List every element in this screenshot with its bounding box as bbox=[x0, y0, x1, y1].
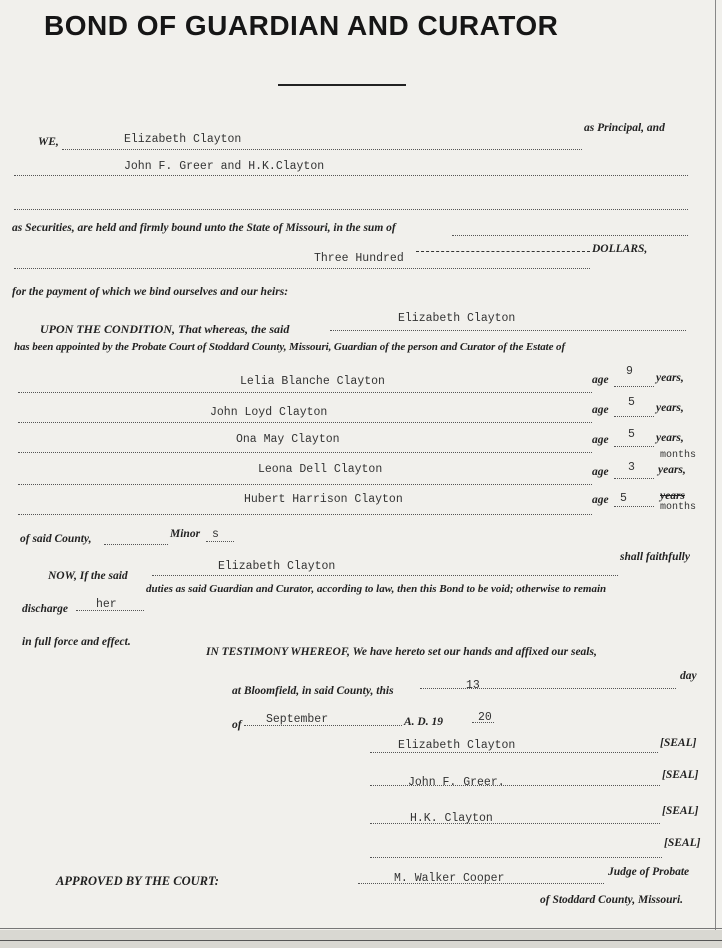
sum-amount: Three Hundred bbox=[314, 252, 404, 265]
minor-row bbox=[14, 396, 694, 426]
minor-unit: years, bbox=[656, 372, 684, 384]
minor-unit: years, bbox=[658, 464, 686, 476]
minor-age: 5 bbox=[628, 396, 635, 409]
minor-age: 9 bbox=[626, 365, 633, 378]
as-principal-label: as Principal, and bbox=[584, 122, 665, 134]
minor-name: Lelia Blanche Clayton bbox=[240, 375, 385, 388]
minor-row bbox=[14, 426, 694, 456]
page-edge bbox=[715, 0, 716, 948]
minor-name: Hubert Harrison Clayton bbox=[244, 493, 403, 506]
minor-unit: years, bbox=[656, 402, 684, 414]
minor-note: months bbox=[660, 450, 697, 461]
principal-line bbox=[62, 149, 582, 150]
securities-line bbox=[14, 175, 688, 176]
upon-condition-label: UPON THE CONDITION, That whereas, the said bbox=[40, 322, 290, 336]
scan-bottom-band bbox=[0, 930, 722, 948]
approved-label: APPROVED BY THE COURT: bbox=[56, 874, 219, 888]
title-rule bbox=[278, 84, 406, 86]
for-payment-label: for the payment of which we bind ourselves and our heirs: bbox=[12, 286, 289, 298]
day-value: 13 bbox=[466, 679, 480, 692]
signature-block bbox=[360, 733, 710, 863]
scan-edge-line bbox=[0, 928, 722, 929]
age-label: age bbox=[592, 466, 609, 478]
minor-row bbox=[14, 366, 694, 396]
dollars-label: DOLLARS, bbox=[592, 243, 648, 255]
testimony-label: IN TESTIMONY WHEREOF, We have hereto set our hands and affixed our seals, bbox=[206, 646, 597, 658]
seal-label: [SEAL] bbox=[664, 837, 701, 849]
minor-row bbox=[14, 450, 697, 488]
of-label: of bbox=[232, 719, 242, 731]
as-securities-label: as Securities, are held and firmly bound unto the State of Missouri, in the sum of bbox=[12, 222, 396, 234]
minor-name: John Loyd Clayton bbox=[210, 406, 328, 419]
age-label: age bbox=[592, 494, 609, 506]
signature-name: H.K. Clayton bbox=[410, 812, 493, 825]
minor-unit: years bbox=[660, 490, 685, 502]
seal-label: [SEAL] bbox=[660, 737, 697, 749]
now-if-label: NOW, If the said bbox=[48, 570, 128, 582]
discharge-label: discharge bbox=[22, 603, 68, 615]
minor-unit: years, bbox=[656, 432, 684, 444]
of-said-county-label: of said County, bbox=[20, 533, 92, 545]
at-bloomfield-label: at Bloomfield, in said County, this bbox=[232, 685, 394, 697]
age-label: age bbox=[592, 374, 609, 386]
of-stoddard-label: of Stoddard County, Missouri. bbox=[540, 894, 684, 906]
signature-name: John F. Greer. bbox=[408, 776, 505, 789]
blank-line bbox=[14, 209, 688, 210]
sum-dash bbox=[416, 250, 590, 252]
securities-names: John F. Greer and H.K.Clayton bbox=[124, 160, 325, 173]
day-label: day bbox=[680, 670, 697, 682]
judge-label: Judge of Probate bbox=[608, 866, 690, 878]
minor-label: Minor bbox=[170, 528, 201, 540]
document-title: BOND OF GUARDIAN AND CURATOR bbox=[44, 10, 559, 41]
minor-suffix: s bbox=[212, 528, 219, 541]
principal-name: Elizabeth Clayton bbox=[124, 133, 242, 146]
duties-label: duties as said Guardian and Curator, according to law, then this Bond to be void; otherwise to remain bbox=[146, 583, 607, 595]
minor-age: 3 bbox=[628, 461, 635, 474]
age-label: age bbox=[592, 404, 609, 416]
age-label: age bbox=[592, 434, 609, 446]
seal-label: [SEAL] bbox=[662, 805, 699, 817]
ad-label: A. D. 19 bbox=[404, 716, 443, 728]
we-label: WE, bbox=[38, 136, 59, 148]
minor-age: 5 bbox=[628, 428, 635, 441]
sum-line-a bbox=[452, 235, 688, 236]
year-value: 20 bbox=[478, 711, 492, 724]
judge-name: M. Walker Cooper bbox=[394, 872, 505, 885]
pronoun-value: her bbox=[96, 598, 117, 611]
minor-name: Ona May Clayton bbox=[236, 433, 340, 446]
condition-name: Elizabeth Clayton bbox=[398, 312, 516, 325]
minors-list bbox=[14, 365, 697, 526]
appointed-label: has been appointed by the Probate Court of Stoddard County, Missouri, Guardian of the person and Curator of the Estate of bbox=[14, 341, 566, 353]
minor-age: 5 bbox=[620, 492, 627, 505]
now-said-name: Elizabeth Clayton bbox=[218, 560, 336, 573]
minor-note: months bbox=[660, 502, 697, 513]
signature-name: Elizabeth Clayton bbox=[398, 739, 516, 752]
condition-line bbox=[330, 330, 686, 331]
scan-edge-line bbox=[0, 940, 722, 941]
sum-line-b bbox=[14, 268, 590, 269]
minor-row bbox=[14, 488, 697, 518]
month-value: September bbox=[266, 713, 329, 726]
full-force-label: in full force and effect. bbox=[22, 636, 131, 648]
shall-faithfully-label: shall faithfully bbox=[620, 551, 690, 563]
seal-label: [SEAL] bbox=[662, 769, 699, 781]
minor-name: Leona Dell Clayton bbox=[258, 463, 383, 476]
